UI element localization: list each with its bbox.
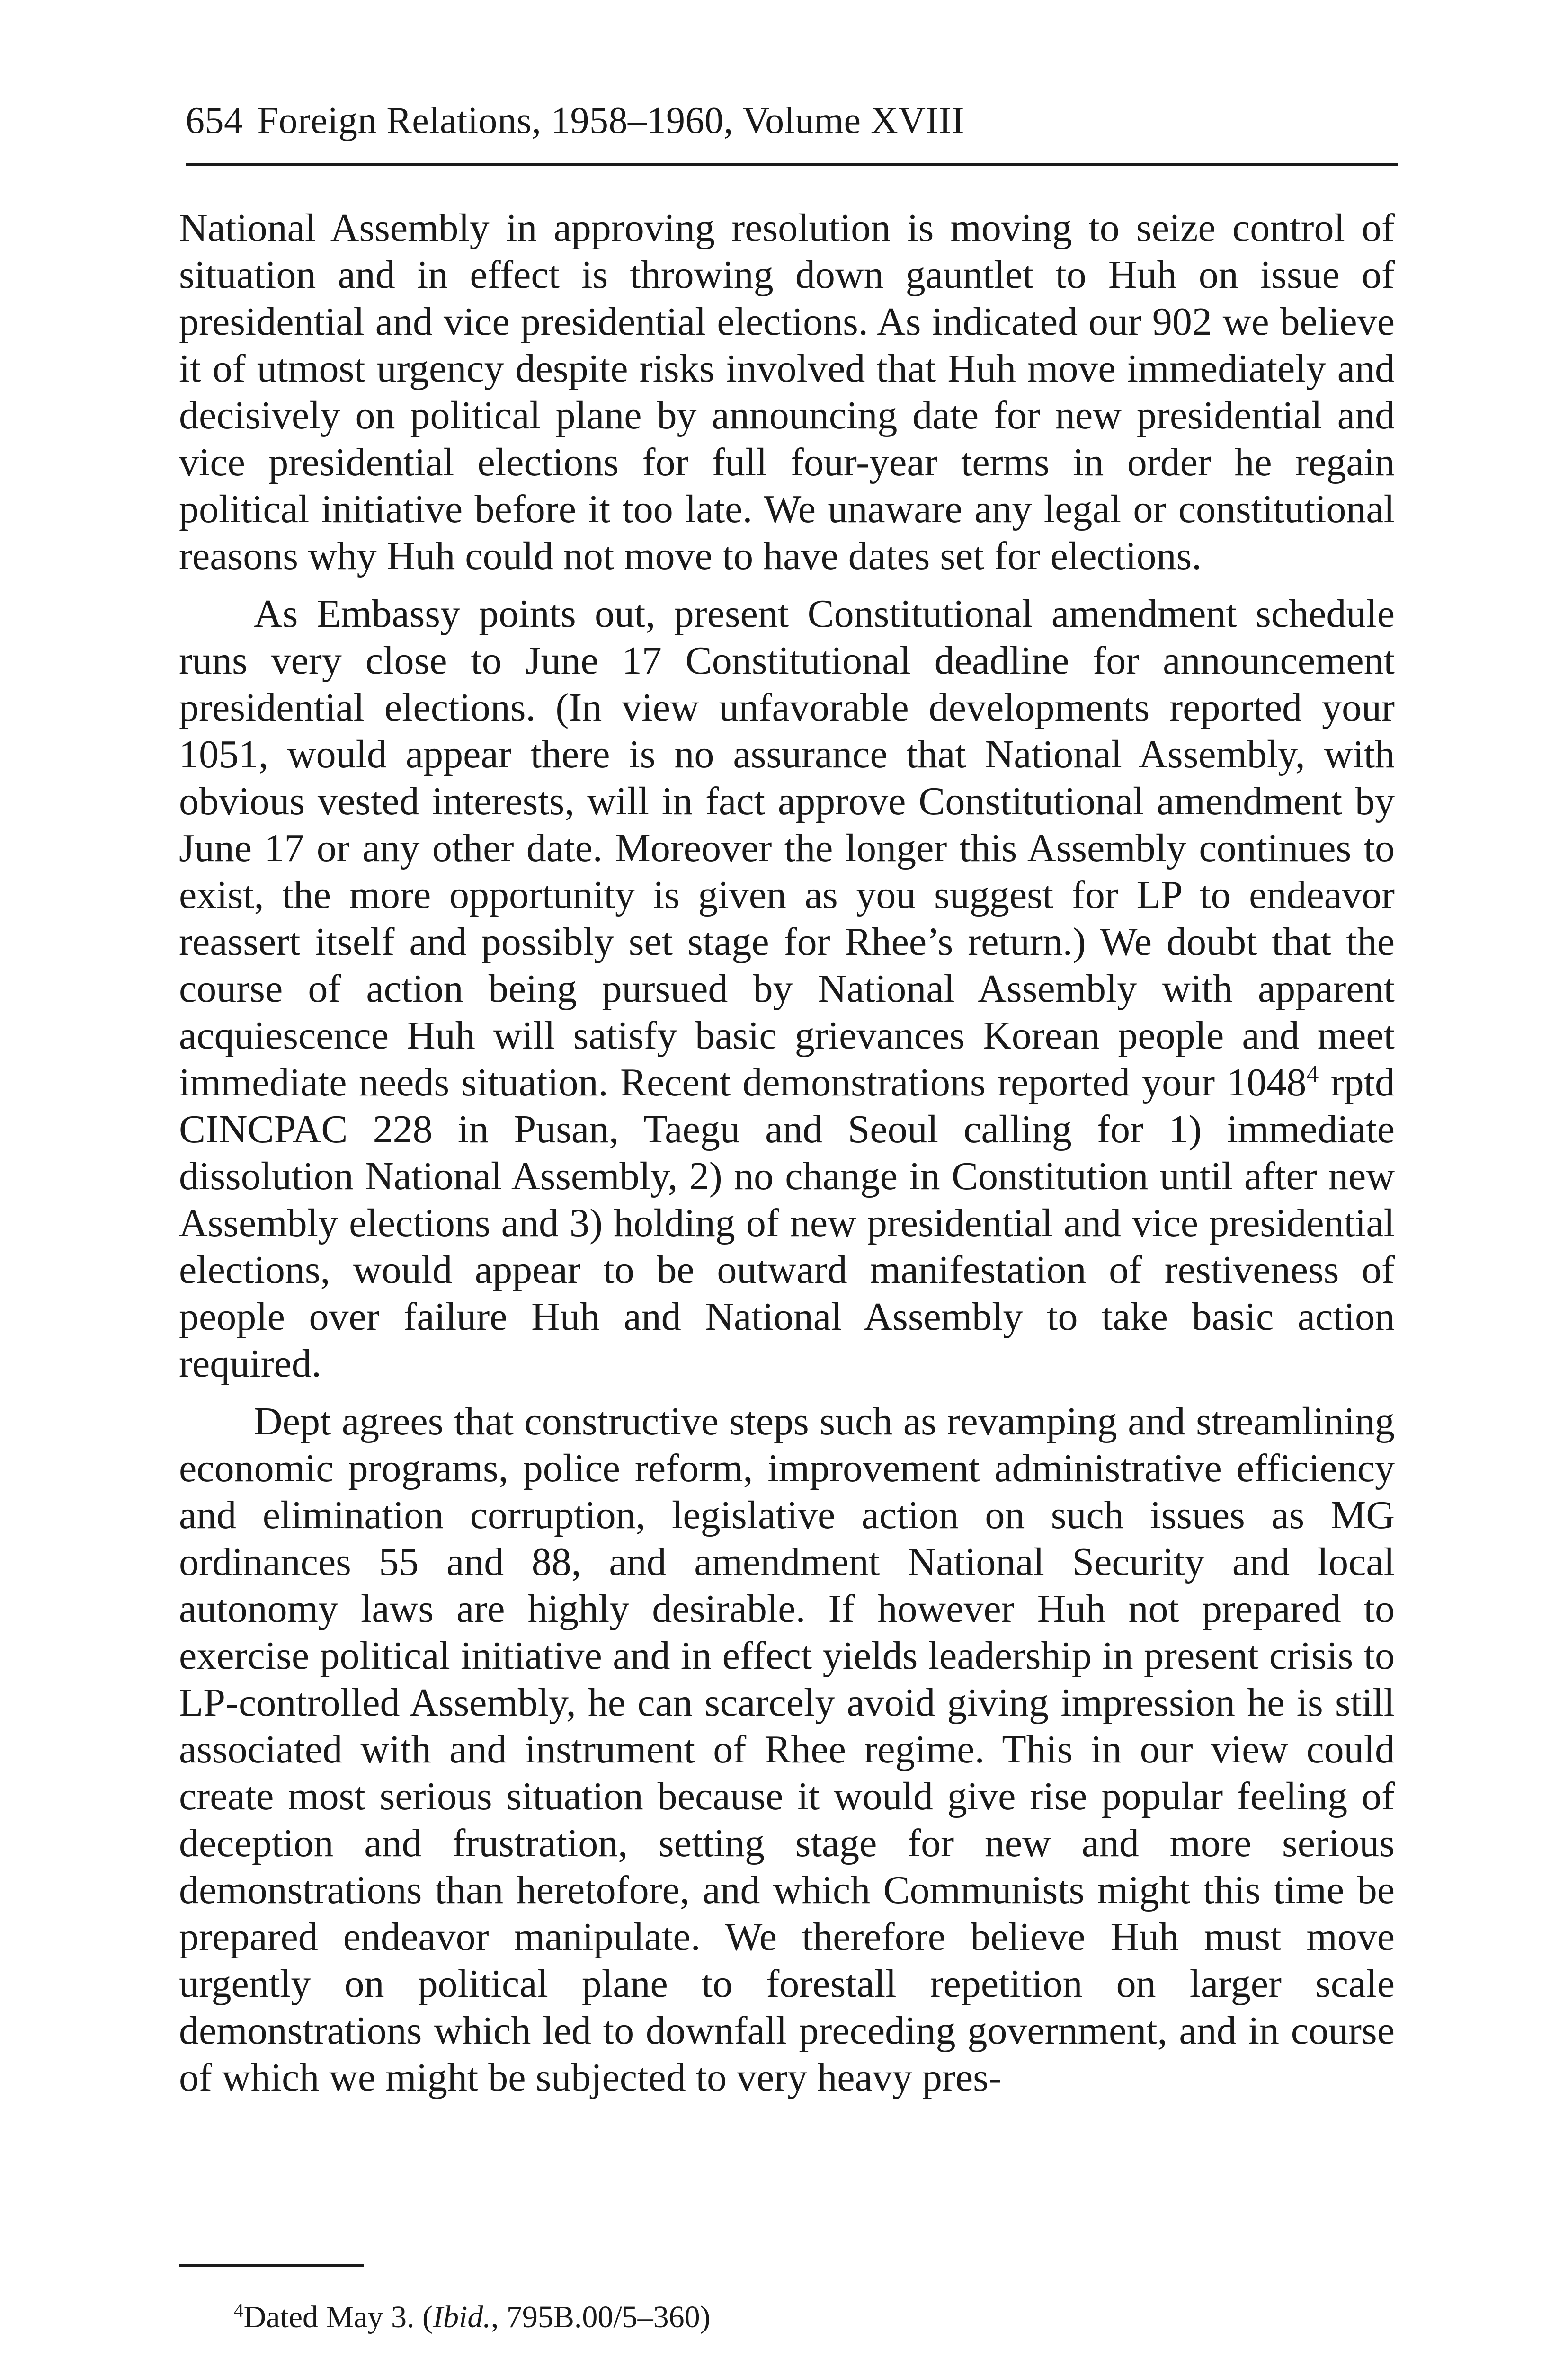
header-rule [186, 163, 1398, 166]
footnote [234, 2296, 1370, 2339]
paragraph-2-text-a: As Embassy points out, present Constitutional amendment schedule runs very close to June 17 Constitutional deadline for announcement presidential elections. (In view unfavorable developments reported your 1051, would appear there is no assurance that National Assembly, with obvious vested interests, will in fact approve Constitutional amendment by June 17 or any other date. Moreover the longer this Assembly continues to exist, the more opportunity is given as you suggest for LP to endeavor reassert itself and possibly set stage for Rhee’s return.) We doubt that the course of action being pursued by National Assembly with apparent acquiescence Huh will satisfy basic grievances Korean people and meet immediate needs situation. Recent demonstrations reported your 1048 [179, 592, 1395, 1104]
footnote-ibid: Ibid. [433, 2300, 491, 2334]
footnote-reference: 4 [1306, 1060, 1319, 1088]
volume-title: Foreign Relations, 1958–1960, Volume XVIII [257, 100, 964, 142]
paragraph-2 [179, 590, 1395, 1387]
footnote-rule [179, 2264, 364, 2267]
footnote-text-a: Dated May 3. ( [243, 2300, 433, 2334]
footnote-text-b: , 795B.00/5–360) [490, 2300, 711, 2334]
paragraph-2-text-b: rptd CINCPAC 228 in Pusan, Taegu and Seoul calling for 1) immediate dissolution National Assembly, 2) no change in Constitution until after new Assembly elections and 3) holding of new presidential and vice presidential elections, would appear to be outward manifestation of restiveness of people over failure Huh and National Assembly to take basic action required. [179, 1060, 1395, 1386]
footnote-number: 4 [234, 2299, 244, 2321]
body-text [179, 205, 1395, 2101]
running-head [186, 97, 1398, 144]
paragraph-3: Dept agrees that constructive steps such as revamping and streamlining economic programs, police reform, improvement administrative efficiency and elimination corruption, legislative action on such issues as MG ordinances 55 and 88, and amendment National Security and local autonomy laws are highly desirable. If however Huh not prepared to exercise political initiative and in effect yields leadership in present crisis to LP-controlled Assembly, he can scarcely avoid giving impression he is still associated with and instrument of Rhee regime. This in our view could create most serious situation because it would give rise popular feeling of deception and frustration, setting stage for new and more serious demonstrations than heretofore, and which Communists might this time be prepared endeavor manipulate. We therefore believe Huh must move urgently on political plane to forestall repetition on larger scale demonstrations which led to downfall preceding government, and in course of which we might be subjected to very heavy pres- [179, 1399, 1395, 2100]
paragraph-1: National Assembly in approving resolution is moving to seize control of situation and in effect is throwing down gauntlet to Huh on issue of presidential and vice presidential elections. As indicated our 902 we believe it of utmost urgency despite risks involved that Huh move immediately and decisively on political plane by announcing date for new presidential and vice presidential elections for full four-year terms in order he regain political initiative before it too late. We unaware any legal or constitutional reasons why Huh could not move to have dates set for elections. [179, 206, 1395, 578]
page-number: 654 [186, 100, 243, 142]
